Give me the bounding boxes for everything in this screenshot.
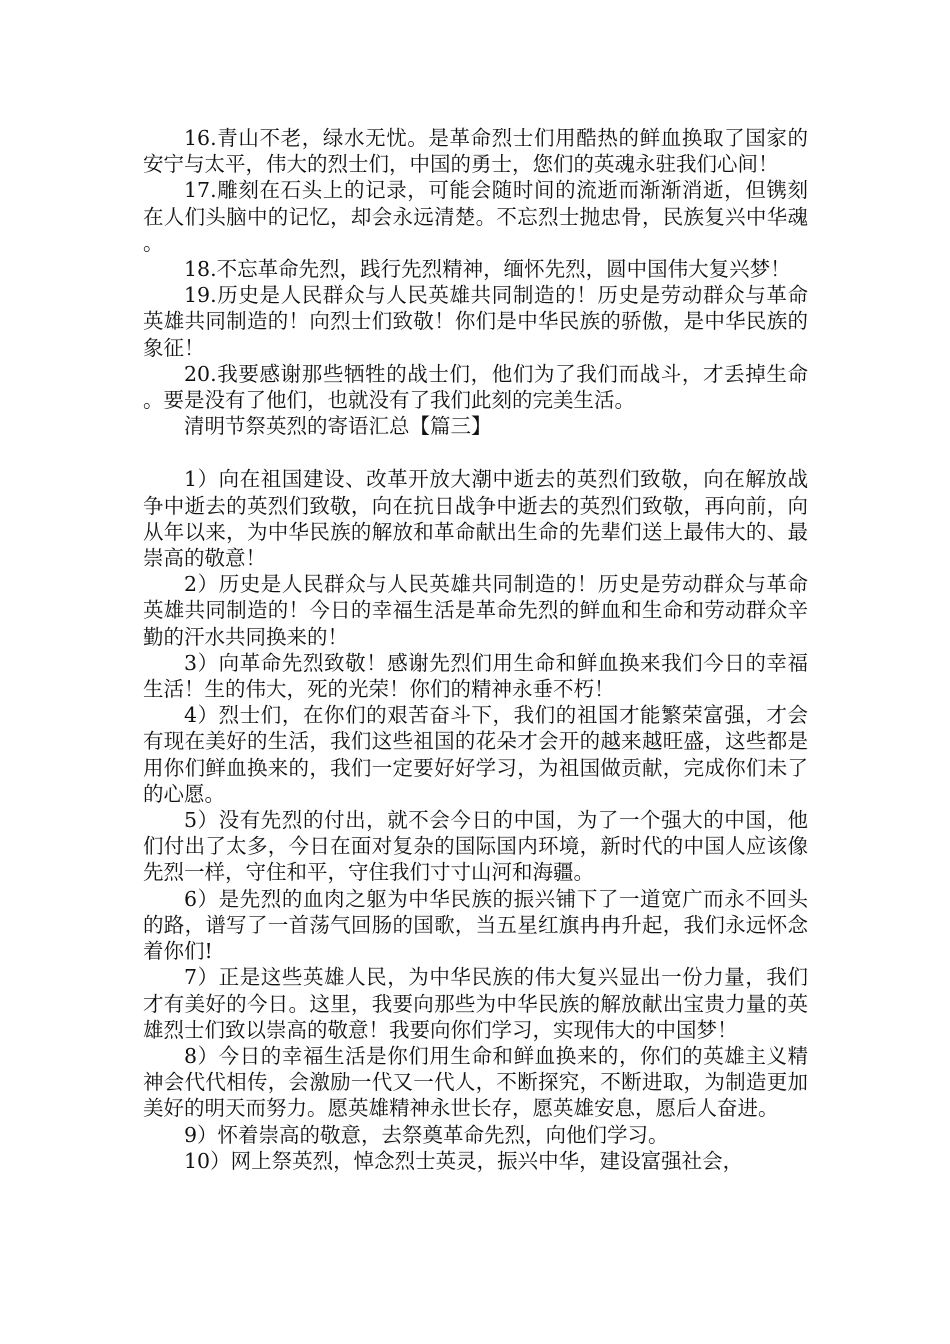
- section-heading: 清明节祭英烈的寄语汇总【篇三】: [184, 414, 492, 439]
- list-item-3: 3）向革命先烈致敬！感谢先烈们用生命和鲜血换来我们今日的幸福生活！生的伟大，死的光荣！你们的精神永垂不朽！: [143, 650, 808, 702]
- paragraph-18: 18.不忘革命先烈，践行先烈精神，缅怀先烈，圆中国伟大复兴梦！: [184, 257, 791, 282]
- list-item-8: 8）今日的幸福生活是你们用生命和鲜血换来的，你们的英雄主义精神会代代相传，会激励一代又一代人，不断探究，不断进取，为制造更加美好的明天而努力。愿英雄精神永世长存，愿英雄安息，愿后人奋进。: [143, 1043, 808, 1121]
- list-item-10: 10）网上祭英烈，悼念烈士英灵，振兴中华，建设富强社会，: [184, 1148, 744, 1173]
- paragraph-16: 16.青山不老，绿水无忧。是革命烈士们用酷热的鲜血换取了国家的安宁与太平，伟大的烈士们，中国的勇士，您们的英魂永驻我们心间！: [143, 126, 808, 177]
- list-item-1: 1）向在祖国建设、改革开放大潮中逝去的英烈们致敬，向在解放战争中逝去的英烈们致敬，向在抗日战争中逝去的英烈们致敬，再向前，向从年以来，为中华民族的解放和革命献出生命的先辈们送上最伟大的、最崇高的敬意！: [143, 467, 808, 571]
- list-item-5: 5）没有先烈的付出，就不会今日的中国，为了一个强大的中国，他们付出了太多，今日在面对复杂的国际国内环境，新时代的中国人应该像先烈一样，守住和平，守住我们寸寸山河和海疆。: [143, 808, 808, 885]
- blank-line: [143, 439, 808, 466]
- list-item-4: 4）烈士们，在你们的艰苦奋斗下，我们的祖国才能繁荣富强，才会有现在美好的生活，我们这些祖国的花朵才会开的越来越旺盛，这些都是用你们鲜血换来的，我们一定要好好学习，为祖国做贡献，完成你们未了的心愿。: [143, 703, 808, 806]
- list-item-7: 7）正是这些英雄人民，为中华民族的伟大复兴显出一份力量，我们才有美好的今日。这里，我要向那些为中华民族的解放献出宝贵力量的英雄烈士们致以崇高的敬意！我要向你们学习，实现伟大的中国梦！: [143, 965, 808, 1042]
- document-page: [143, 125, 808, 1174]
- list-item-2: 2）历史是人民群众与人民英雄共同制造的！历史是劳动群众与革命英雄共同制造的！今日的幸福生活是革命先烈的鲜血和生命和劳动群众辛勤的汗水共同换来的！: [143, 572, 808, 649]
- paragraph-19: 19.历史是人民群众与人民英雄共同制造的！历史是劳动群众与革命英雄共同制造的！向烈士们致敬！你们是中华民族的骄傲，是中华民族的象征！: [143, 283, 808, 360]
- list-item-9: 9）怀着崇高的敬意，去祭奠革命先烈，向他们学习。: [184, 1122, 669, 1147]
- paragraph-17: 17.雕刻在石头上的记录，可能会随时间的流逝而渐渐消逝，但镌刻在人们头脑中的记忆，却会永远清楚。不忘烈士抛忠骨，民族复兴中华魂。: [143, 178, 808, 255]
- paragraph-20: 20.我要感谢那些牺牲的战士们，他们为了我们而战斗，才丢掉生命。要是没有了他们，也就没有了我们此刻的完美生活。: [143, 361, 808, 413]
- list-item-6: 6）是先烈的血肉之躯为中华民族的振兴铺下了一道宽广而永不回头的路，谱写了一首荡气回肠的国歌，当五星红旗冉冉升起，我们永远怀念着你们!: [143, 886, 808, 964]
